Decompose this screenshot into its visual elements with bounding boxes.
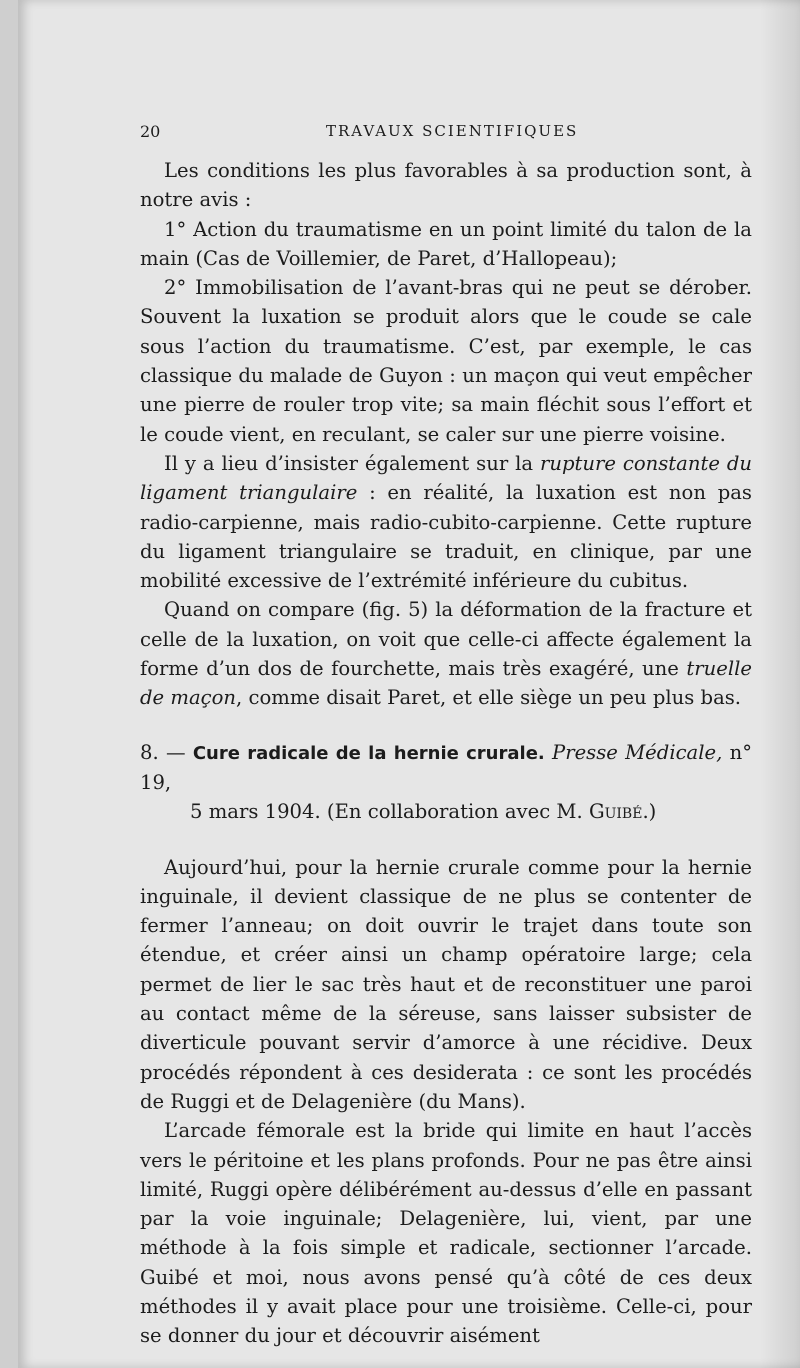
body-text xyxy=(140,156,752,1351)
paragraph-comparison-start: Quand on compare (fig. 5) la déformation de la fracture et celle de la luxation, on voit que celle-ci affecte également la forme d’un dos de fourchette, mais très exagéré, une xyxy=(140,598,752,681)
paragraph-ligament-emphasis: rupture constante du ligament triangulaire xyxy=(140,451,752,505)
paragraph-ligament-end: : en réalité, la luxation est non pas radio-carpienne, mais radio-cubito-carpienne. Cette rupture du ligament triangulaire se traduit, en clinique, par une mobilité excessive de l’extrémité inférieure du cubitus. xyxy=(140,481,752,593)
paragraph-comparison xyxy=(140,595,752,712)
paragraph-point-1: 1° Action du traumatisme en un point limité du talon de la main (Cas de Voillemier, de Paret, d’Hallopeau); xyxy=(140,217,752,270)
scanned-page xyxy=(18,0,800,1368)
section-title: Cure radicale de la hernie crurale. xyxy=(192,742,545,764)
section-number: 8. — xyxy=(140,740,186,764)
paragraph-point-2: 2° Immobilisation de l’avant-bras qui ne peut se dérober. Souvent la luxation se produit alors que le coude se cale sous l’action du traumatisme. C’est, par exemple, le cas classique du malade de Guyon : un maçon qui veut empêcher une pierre de rouler trop vite; sa main fléchit sous l’effort et le coude vient, en reculant, se caler sur une pierre voisine. xyxy=(140,276,752,446)
page-header xyxy=(140,122,752,146)
paragraph-ligament-start: Il y a lieu d’insister également sur la xyxy=(164,451,540,475)
section-issue: n° 19, xyxy=(140,740,753,794)
section-collaborator: Guibé xyxy=(588,800,643,824)
paragraph-comparison-end: , comme disait Paret, et elle siège un peu plus bas. xyxy=(236,686,742,710)
paragraph-conditions: Les conditions les plus favorables à sa production sont, à notre avis : xyxy=(140,159,752,212)
paragraph-ligament xyxy=(140,449,752,595)
section-date: 5 mars 1904. (En collaboration avec M. xyxy=(190,800,583,824)
section-date-line xyxy=(140,797,752,826)
page-edge-shadow xyxy=(760,0,800,1368)
section-gap xyxy=(140,827,752,853)
paragraph-comparison-emphasis: truelle de maçon xyxy=(140,657,752,710)
section-heading xyxy=(140,738,752,827)
paragraph-today: Aujourd’hui, pour la hernie crurale comme pour la hernie inguinale, il devient classique de ne plus se contenter de fermer l’anneau; on doit ouvrir le trajet dans toute son étendue, et créer ainsi un champ opératoire large; cela permet de lier le sac très haut et de reconstituer une paroi au contact même de la séreuse, sans laisser subsister de diverticule pouvant servir d’amorce à une récidive. Deux procédés répondent à ces desiderata : ce sont les procédés de Ruggi et de Delagenière (du Mans). xyxy=(140,855,752,1113)
paragraph-arcade: L’arcade fémorale est la bride qui limite en haut l’accès vers le péritoine et les plans profonds. Pour ne pas être ainsi limité, Ruggi opère délibérément au-dessus d’elle en passant par la voie inguinale; Delagenière, lui, vient, par une méthode à la fois simple et radicale, sectionner l’arcade. Guibé et moi, nous avons pensé qu’à côté de ces deux méthodes il y avait place pour une troisième. Celle-ci, pour se donner du jour et découvrir aisément xyxy=(140,1119,752,1348)
running-title: TRAVAUX SCIENTIFIQUES xyxy=(326,122,579,140)
page-number: 20 xyxy=(140,122,161,141)
section-close: .) xyxy=(642,800,657,824)
section-journal: Presse Médicale, xyxy=(552,740,723,764)
